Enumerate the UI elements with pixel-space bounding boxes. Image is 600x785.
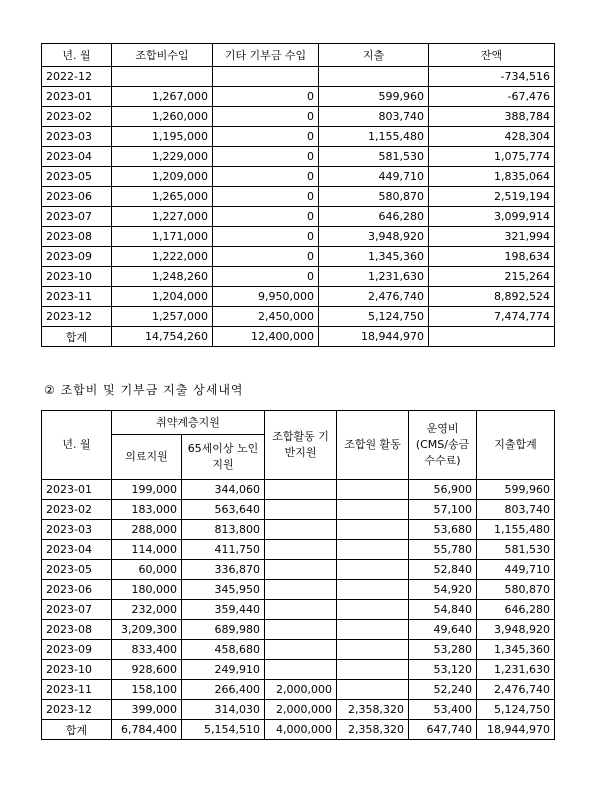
- cell-donation-income: 0: [213, 127, 319, 147]
- table2-header-row-1: [42, 411, 555, 435]
- cell-medical: 928,600: [112, 660, 182, 680]
- cell-expense: 3,948,920: [319, 227, 429, 247]
- cell-operation: 54,840: [409, 600, 477, 620]
- cell-balance: 8,892,524: [429, 287, 555, 307]
- cell-activity: [265, 620, 337, 640]
- table-row: [42, 227, 555, 247]
- cell-operation: 52,240: [409, 680, 477, 700]
- cell-expense: 2,476,740: [319, 287, 429, 307]
- cell-expense-sum: 1,231,630: [477, 660, 555, 680]
- cell-donation-income: 0: [213, 167, 319, 187]
- cell-elderly: 813,800: [182, 520, 265, 540]
- cell-donation-income: 0: [213, 207, 319, 227]
- cell-month: 2023-09: [42, 640, 112, 660]
- cell-dues-income: 1,204,000: [112, 287, 213, 307]
- cell-month: 2023-09: [42, 247, 112, 267]
- cell-donation-income: 0: [213, 267, 319, 287]
- cell-elderly: 249,910: [182, 660, 265, 680]
- table-row: [42, 247, 555, 267]
- cell-expense: 1,155,480: [319, 127, 429, 147]
- table-row: [42, 87, 555, 107]
- cell-expense: 5,124,750: [319, 307, 429, 327]
- total-activity: 4,000,000: [265, 720, 337, 740]
- cell-member: [337, 660, 409, 680]
- total-balance: [429, 327, 555, 347]
- cell-operation: 53,280: [409, 640, 477, 660]
- table-row: [42, 127, 555, 147]
- total-expense: 18,944,970: [319, 327, 429, 347]
- cell-operation: 55,780: [409, 540, 477, 560]
- cell-balance: 198,634: [429, 247, 555, 267]
- cell-activity: [265, 580, 337, 600]
- cell-donation-income: 0: [213, 247, 319, 267]
- cell-dues-income: 1,227,000: [112, 207, 213, 227]
- cell-operation: 53,680: [409, 520, 477, 540]
- cell-balance: 388,784: [429, 107, 555, 127]
- cell-dues-income: 1,209,000: [112, 167, 213, 187]
- income-expense-table: [41, 43, 555, 347]
- cell-expense-sum: 599,960: [477, 480, 555, 500]
- cell-expense-sum: 803,740: [477, 500, 555, 520]
- cell-month: 2023-10: [42, 267, 112, 287]
- cell-activity: 2,000,000: [265, 700, 337, 720]
- cell-expense-sum: 1,155,480: [477, 520, 555, 540]
- cell-member: 2,358,320: [337, 700, 409, 720]
- cell-month: 2023-07: [42, 207, 112, 227]
- table-row: [42, 480, 555, 500]
- cell-operation: 49,640: [409, 620, 477, 640]
- table-row: [42, 267, 555, 287]
- cell-operation: 57,100: [409, 500, 477, 520]
- cell-balance: 428,304: [429, 127, 555, 147]
- header-donation-income: 기타 기부금 수입: [213, 44, 319, 67]
- cell-member: [337, 620, 409, 640]
- cell-balance: -67,476: [429, 87, 555, 107]
- table-row: [42, 600, 555, 620]
- table-row: [42, 580, 555, 600]
- header-month: 년. 월: [42, 44, 112, 67]
- cell-month: 2023-06: [42, 187, 112, 207]
- cell-activity: [265, 560, 337, 580]
- cell-elderly: 266,400: [182, 680, 265, 700]
- cell-elderly: 689,980: [182, 620, 265, 640]
- table-row: [42, 700, 555, 720]
- table-row: [42, 187, 555, 207]
- table-row: [42, 680, 555, 700]
- cell-dues-income: 1,267,000: [112, 87, 213, 107]
- table-row: [42, 620, 555, 640]
- cell-operation: 54,920: [409, 580, 477, 600]
- table-row: [42, 540, 555, 560]
- cell-expense: [319, 67, 429, 87]
- header-expense-total: 지출합계: [477, 411, 555, 480]
- cell-month: 2023-06: [42, 580, 112, 600]
- cell-medical: 158,100: [112, 680, 182, 700]
- cell-month: 2023-03: [42, 520, 112, 540]
- cell-medical: 199,000: [112, 480, 182, 500]
- cell-operation: 52,840: [409, 560, 477, 580]
- expense-detail-table: [41, 410, 555, 740]
- cell-activity: [265, 480, 337, 500]
- total-elderly: 5,154,510: [182, 720, 265, 740]
- cell-medical: 114,000: [112, 540, 182, 560]
- total-label: 합계: [42, 720, 112, 740]
- cell-elderly: 359,440: [182, 600, 265, 620]
- table2-total-row: [42, 720, 555, 740]
- total-expense-sum: 18,944,970: [477, 720, 555, 740]
- header-operation-cost: 운영비 (CMS/송금 수수료): [409, 411, 477, 480]
- header-month: 년. 월: [42, 411, 112, 480]
- cell-donation-income: 9,950,000: [213, 287, 319, 307]
- cell-dues-income: [112, 67, 213, 87]
- cell-dues-income: 1,222,000: [112, 247, 213, 267]
- header-medical-support: 의료지원: [112, 435, 182, 480]
- header-activity-support: 조합활동 기반지원: [265, 411, 337, 480]
- header-dues-income: 조합비수입: [112, 44, 213, 67]
- cell-member: [337, 600, 409, 620]
- cell-expense: 646,280: [319, 207, 429, 227]
- total-member: 2,358,320: [337, 720, 409, 740]
- cell-month: 2023-12: [42, 700, 112, 720]
- cell-expense: 1,231,630: [319, 267, 429, 287]
- cell-donation-income: 0: [213, 87, 319, 107]
- total-dues-income: 14,754,260: [112, 327, 213, 347]
- cell-medical: 3,209,300: [112, 620, 182, 640]
- cell-month: 2023-04: [42, 147, 112, 167]
- cell-activity: [265, 520, 337, 540]
- cell-month: 2023-10: [42, 660, 112, 680]
- cell-elderly: 458,680: [182, 640, 265, 660]
- cell-donation-income: [213, 67, 319, 87]
- cell-expense-sum: 646,280: [477, 600, 555, 620]
- cell-expense-sum: 1,345,360: [477, 640, 555, 660]
- cell-donation-income: 2,450,000: [213, 307, 319, 327]
- table-row: [42, 287, 555, 307]
- cell-month: 2023-04: [42, 540, 112, 560]
- table-row: [42, 147, 555, 167]
- cell-operation: 53,400: [409, 700, 477, 720]
- cell-dues-income: 1,265,000: [112, 187, 213, 207]
- cell-month: 2023-08: [42, 620, 112, 640]
- cell-balance: -734,516: [429, 67, 555, 87]
- cell-month: 2022-12: [42, 67, 112, 87]
- cell-elderly: 345,950: [182, 580, 265, 600]
- cell-dues-income: 1,257,000: [112, 307, 213, 327]
- total-medical: 6,784,400: [112, 720, 182, 740]
- header-expense: 지출: [319, 44, 429, 67]
- cell-elderly: 344,060: [182, 480, 265, 500]
- header-elderly-support: 65세이상 노인지원: [182, 435, 265, 480]
- cell-medical: 60,000: [112, 560, 182, 580]
- cell-expense-sum: 580,870: [477, 580, 555, 600]
- cell-balance: 2,519,194: [429, 187, 555, 207]
- cell-month: 2023-02: [42, 500, 112, 520]
- cell-expense-sum: 2,476,740: [477, 680, 555, 700]
- cell-expense: 599,960: [319, 87, 429, 107]
- cell-operation: 53,120: [409, 660, 477, 680]
- cell-activity: [265, 660, 337, 680]
- cell-dues-income: 1,171,000: [112, 227, 213, 247]
- cell-medical: 399,000: [112, 700, 182, 720]
- cell-expense-sum: 5,124,750: [477, 700, 555, 720]
- table-row: [42, 560, 555, 580]
- cell-expense-sum: 3,948,920: [477, 620, 555, 640]
- cell-member: [337, 580, 409, 600]
- cell-balance: 321,994: [429, 227, 555, 247]
- section2-caption: ② 조합비 및 기부금 지출 상세내역: [44, 383, 244, 397]
- cell-expense: 580,870: [319, 187, 429, 207]
- cell-medical: 288,000: [112, 520, 182, 540]
- cell-month: 2023-08: [42, 227, 112, 247]
- cell-month: 2023-12: [42, 307, 112, 327]
- table-row: [42, 107, 555, 127]
- table-row: [42, 307, 555, 327]
- cell-expense: 1,345,360: [319, 247, 429, 267]
- table-row: [42, 520, 555, 540]
- cell-member: [337, 480, 409, 500]
- cell-balance: 1,835,064: [429, 167, 555, 187]
- cell-dues-income: 1,195,000: [112, 127, 213, 147]
- cell-month: 2023-05: [42, 167, 112, 187]
- table-row: [42, 167, 555, 187]
- cell-medical: 180,000: [112, 580, 182, 600]
- total-label: 합계: [42, 327, 112, 347]
- cell-elderly: 314,030: [182, 700, 265, 720]
- cell-medical: 183,000: [112, 500, 182, 520]
- cell-activity: [265, 540, 337, 560]
- cell-month: 2023-02: [42, 107, 112, 127]
- cell-activity: 2,000,000: [265, 680, 337, 700]
- cell-balance: 1,075,774: [429, 147, 555, 167]
- cell-elderly: 411,750: [182, 540, 265, 560]
- cell-member: [337, 520, 409, 540]
- cell-expense: 803,740: [319, 107, 429, 127]
- cell-member: [337, 500, 409, 520]
- cell-member: [337, 540, 409, 560]
- cell-month: 2023-11: [42, 287, 112, 307]
- cell-donation-income: 0: [213, 147, 319, 167]
- header-vulnerable-support: 취약계층지원: [112, 411, 265, 435]
- cell-elderly: 336,870: [182, 560, 265, 580]
- cell-dues-income: 1,260,000: [112, 107, 213, 127]
- cell-member: [337, 680, 409, 700]
- cell-medical: 833,400: [112, 640, 182, 660]
- cell-medical: 232,000: [112, 600, 182, 620]
- table1-total-row: [42, 327, 555, 347]
- cell-expense: 449,710: [319, 167, 429, 187]
- cell-member: [337, 560, 409, 580]
- table-row: [42, 207, 555, 227]
- cell-donation-income: 0: [213, 187, 319, 207]
- cell-dues-income: 1,248,260: [112, 267, 213, 287]
- cell-month: 2023-01: [42, 480, 112, 500]
- cell-month: 2023-03: [42, 127, 112, 147]
- cell-balance: 215,264: [429, 267, 555, 287]
- cell-member: [337, 640, 409, 660]
- total-operation: 647,740: [409, 720, 477, 740]
- header-member-activity: 조합원 활동: [337, 411, 409, 480]
- cell-balance: 7,474,774: [429, 307, 555, 327]
- table-row: [42, 500, 555, 520]
- cell-month: 2023-05: [42, 560, 112, 580]
- cell-expense: 581,530: [319, 147, 429, 167]
- cell-donation-income: 0: [213, 227, 319, 247]
- cell-expense-sum: 581,530: [477, 540, 555, 560]
- table1-header-row: [42, 44, 555, 67]
- cell-activity: [265, 640, 337, 660]
- cell-operation: 56,900: [409, 480, 477, 500]
- cell-month: 2023-11: [42, 680, 112, 700]
- cell-expense-sum: 449,710: [477, 560, 555, 580]
- cell-activity: [265, 500, 337, 520]
- cell-balance: 3,099,914: [429, 207, 555, 227]
- cell-donation-income: 0: [213, 107, 319, 127]
- total-donation-income: 12,400,000: [213, 327, 319, 347]
- table-row: [42, 660, 555, 680]
- cell-dues-income: 1,229,000: [112, 147, 213, 167]
- header-balance: 잔액: [429, 44, 555, 67]
- cell-month: 2023-07: [42, 600, 112, 620]
- table-row: [42, 67, 555, 87]
- cell-month: 2023-01: [42, 87, 112, 107]
- table-row: [42, 640, 555, 660]
- cell-elderly: 563,640: [182, 500, 265, 520]
- cell-activity: [265, 600, 337, 620]
